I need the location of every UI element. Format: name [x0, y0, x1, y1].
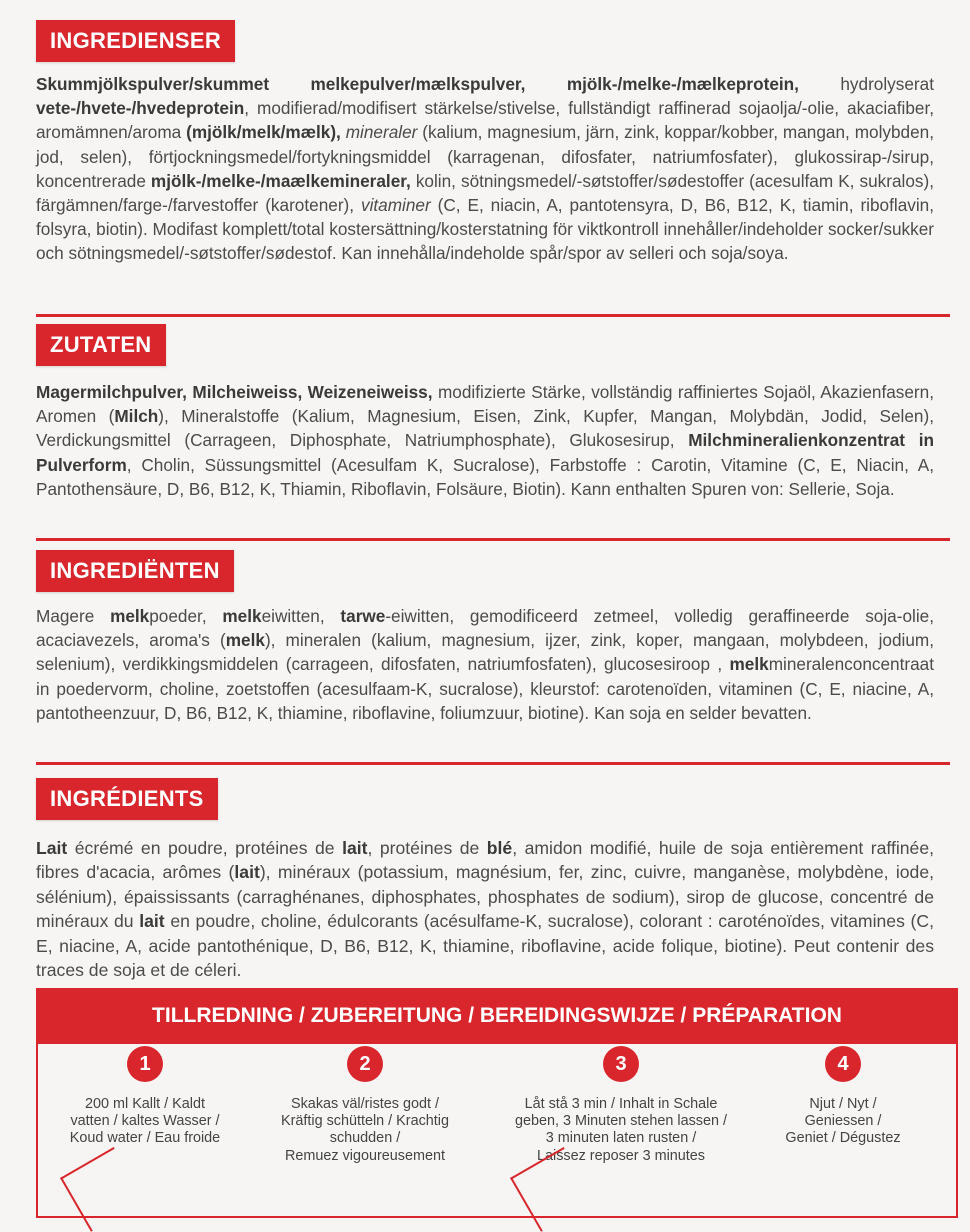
allergen-text: lait: [342, 838, 368, 858]
step-text: Njut / Nyt / Geniessen / Geniet / Dégustez: [785, 1096, 901, 1147]
text-run: écrémé en poudre, protéines de: [67, 838, 343, 858]
ingredients-text: [36, 72, 934, 266]
step-1: [30, 1046, 260, 1148]
text-run: ), mineralen (kalium, magnesium, ijzer, zink, koper, mangaan, molybdeen, jodium, selenium), verdikkingsmiddelen (carrageen, difosfaten, natriumfosfaten), glucosesiroop ,: [36, 630, 934, 675]
allergen-text: melk: [225, 630, 265, 651]
section-title: INGREDIËNTEN: [36, 550, 234, 592]
step-3: [506, 1046, 736, 1165]
text-run: -eiwitten, gemodificeerd zetmeel, volledig geraffineerde soja-olie, acaciavezels, aroma's (: [36, 606, 934, 651]
allergen-text: melk: [729, 654, 769, 675]
allergen-text: blé: [486, 838, 513, 858]
text-run: en poudre, choline, édulcorants (acésulfame-K, sucralose), colorant : caroténoïdes, vitamines (C, E, niacine, A, acide pantothénique, D, B6, B12, K, thiamine, riboflavine, acide folique, biotine). Peut contenir des traces de soja et de céleri.: [36, 911, 934, 981]
text-run: , protéines de: [367, 838, 487, 858]
section-divider: [36, 538, 950, 541]
step-2: [250, 1046, 480, 1165]
text-run: vitaminer: [360, 195, 431, 216]
allergen-text: lait: [139, 911, 165, 932]
step-number-badge: 2: [347, 1046, 383, 1082]
ingredients-text: [36, 836, 934, 982]
allergen-text: Milchmineralienkonzentrat in Pulverform: [36, 430, 934, 475]
text-run: Magere: [36, 606, 111, 626]
allergen-text: melk: [110, 606, 150, 626]
allergen-text: (mjölk/melk/mælk),: [186, 122, 341, 143]
allergen-text: melk: [222, 606, 262, 626]
step-4: [728, 1046, 958, 1148]
text-run: mineraler: [345, 122, 418, 143]
section-divider: [36, 314, 950, 317]
text-run: modifizierte Stärke, vollständig raffiniertes Sojaöl, Akazienfasern, Aromen (: [36, 382, 934, 427]
text-run: , Cholin, Süssungsmittel (Acesulfam K, Sucralose), Farbstoffe : Carotin, Vitamine (C, E, Niacin, A, Pantothensäure, D, B6, B12, K, Thiamin, Riboflavin, Folsäure, Biotin). Kann enthalten Spuren von: Sellerie, Soja.: [36, 454, 934, 499]
text-run: hydrolyserat: [798, 74, 934, 94]
text-run: eiwitten,: [261, 606, 341, 626]
step-text: Låt stå 3 min / Inhalt in Schale geben, 3 Minuten stehen lassen / 3 minuten laten rusten / Laissez reposer 3 minutes: [514, 1096, 727, 1164]
section-title: INGREDIENSER: [36, 20, 235, 62]
section-title: INGRÉDIENTS: [36, 778, 218, 820]
ingredients-text: [36, 604, 934, 725]
text-run: (C, E, niacin, A, pantotensyra, D, B6, B12, K, tiamin, riboflavin, folsyra, biotin). Modifast komplett/total kostersättning/kosterstatning för viktkontroll innehåller/indeholder socker/sukker och sötningsmedel/-søtstoffer/sødestof. Kan innehålla/indeholde spår/spor av selleri och soja/soya.: [36, 195, 934, 264]
text-run: mineralenconcentraat in poedervorm, choline, zoetstoffen (acesulfaam-K, sucralose), kleurstof: carotenoïden, vitaminen (C, E, niacine, A, pantotheenzuur, D, B6, B12, K, thiamine, riboflavine, foliumzuur, biotine). Kan soja en selder bevatten.: [36, 654, 934, 723]
text-run: ), Mineralstoffe (Kalium, Magnesium, Eisen, Zink, Kupfer, Mangan, Molybdän, Jodid, Selen), Verdickungsmittel (Carrageen, Diphosphate, Natriumphosphate), Glukosesirup,: [36, 406, 934, 451]
allergen-text: Lait: [36, 838, 68, 858]
section-divider: [36, 762, 950, 765]
text-run: , modifierad/modifisert stärkelse/stivelse, fullständigt raffinerad sojaolja/-olie, akaciafiber, aromämnen/aroma: [36, 98, 934, 143]
step-number-badge: 3: [603, 1046, 639, 1082]
step-text: 200 ml Kallt / Kaldt vatten / kaltes Wasser / Koud water / Eau froide: [69, 1096, 221, 1147]
text-run: poeder,: [149, 606, 223, 626]
text-run: (kalium, magnesium, järn, zink, koppar/kobber, mangan, molybden, jod, selen), förtjockningsmedel/fortykningsmiddel (karragenan, difosfater, natriumfosfater), glukossirap-/sirup, koncentrerade: [36, 122, 934, 191]
text-run: kolin, sötningsmedel/-søtstoffer/sødestoffer (acesulfam K, sukralos), färgämnen/farge-/farvestoffer (karotener),: [36, 170, 934, 216]
allergen-text: lait: [234, 862, 260, 883]
text-run: , amidon modifié, huile de soja entièrement raffinée, fibres d'acacia, arômes (: [36, 838, 935, 883]
step-text: Skakas väl/ristes godt / Kräftig schütteln / Krachtig schudden / Remuez vigoureusement: [281, 1096, 449, 1164]
allergen-text: Magermilchpulver, Milcheiweiss, Weizeneiweiss,: [36, 382, 433, 402]
allergen-text: vete-/hvete-/hvedeprotein: [36, 98, 245, 119]
step-number-badge: 1: [127, 1046, 163, 1082]
allergen-text: tarwe: [340, 606, 386, 626]
ingredients-text: [36, 380, 934, 501]
text-run: ), minéraux (potassium, magnésium, fer, zinc, cuivre, manganèse, molybdène, iode, sélénium), épaississants (carraghénanes, diphosphates, phosphates de sodium), sirop de glucose, concentré de minéraux du: [36, 862, 934, 932]
allergen-text: Skummjölkspulver/skummet melkepulver/mælkspulver, mjölk-/melke-/mælkeprotein,: [36, 74, 799, 94]
preparation-title: TILLREDNING / ZUBEREITUNG / BEREIDINGSWIJZE / PRÉPARATION: [36, 988, 958, 1044]
allergen-text: Milch: [114, 406, 159, 427]
allergen-text: mjölk-/melke-/maælkemineraler,: [150, 170, 411, 191]
step-number-badge: 4: [825, 1046, 861, 1082]
section-title: ZUTATEN: [36, 324, 166, 366]
